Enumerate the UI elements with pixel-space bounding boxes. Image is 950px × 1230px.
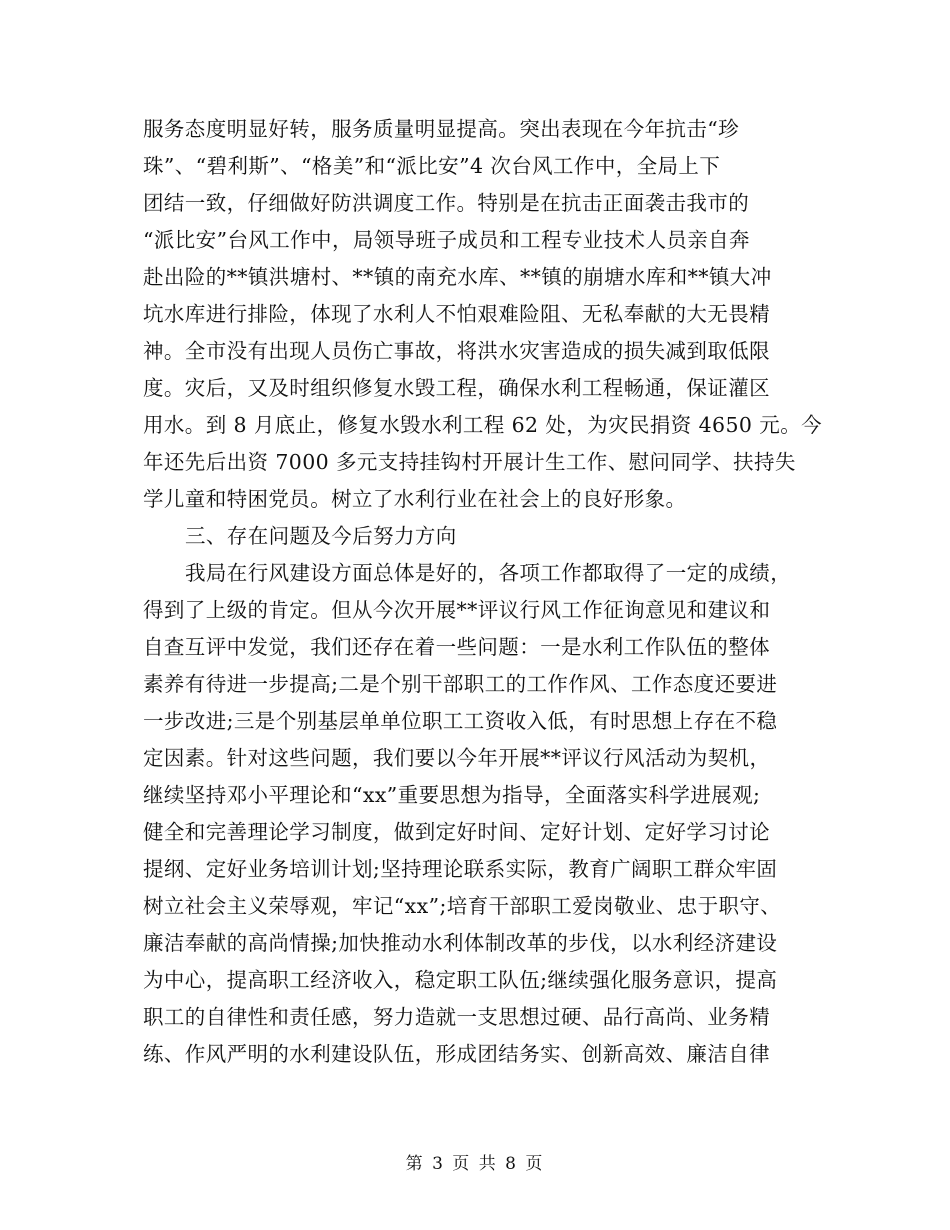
body-line: “派比安”台风工作中，局领导班子成员和工程专业技术人员亲自奔: [143, 228, 750, 252]
body-line: 我局在行风建设方面总体是好的，各项工作都取得了一定的成绩，: [185, 561, 792, 585]
body-line: 为中心，提高职工经济收入，稳定职工队伍;继续强化服务意识，提高: [143, 968, 778, 992]
body-line: 度。灾后，又及时组织修复水毁工程，确保水利工程畅通，保证灌区: [143, 376, 770, 400]
body-line: 定因素。针对这些问题，我们要以今年开展**评议行风活动为契机，: [143, 746, 771, 770]
body-line: 珠”、“碧利斯”、“格美”和“派比安”4 次台风工作中，全局上下: [143, 154, 721, 178]
body-line: 年还先后出资 7000 多元支持挂钩村开展计生工作、慰问同学、扶持失: [143, 450, 796, 474]
body-line: 提纲、定好业务培训计划;坚持理论联系实际，教育广阔职工群众牢固: [143, 857, 778, 881]
body-line: 健全和完善理论学习制度，做到定好时间、定好计划、定好学习讨论: [143, 820, 770, 844]
body-line: 坑水库进行排险，体现了水利人不怕艰难险阻、无私奉献的大无畏精: [143, 302, 770, 326]
body-line: 赴出险的**镇洪塘村、**镇的南充水库、**镇的崩塘水库和**镇大冲: [143, 265, 772, 289]
body-line: 一步改进;三是个别基层单单位职工工资收入低，有时思想上存在不稳: [143, 709, 778, 733]
body-line: 廉洁奉献的高尚情操;加快推动水利体制改革的步伐，以水利经济建设: [143, 931, 778, 955]
body-line: 素养有待进一步提高;二是个别干部职工的工作作风、工作态度还要进: [143, 672, 778, 696]
body-line: 神。全市没有出现人员伤亡事故，将洪水灾害造成的损失减到取低限: [143, 339, 770, 363]
body-line: 练、作风严明的水利建设队伍，形成团结务实、创新高效、廉洁自律: [143, 1042, 770, 1066]
body-line: 树立社会主义荣辱观，牢记“xx”;培育干部职工爱岗敬业、忠于职守、: [143, 894, 782, 918]
section-heading: 三、存在问题及今后努力方向: [185, 524, 457, 548]
body-line: 服务态度明显好转，服务质量明显提高。突出表现在今年抗击“珍: [143, 117, 740, 141]
body-line: 团结一致，仔细做好防洪调度工作。特别是在抗击正面袭击我市的: [143, 191, 750, 215]
body-line: 自查互评中发觉，我们还存在着一些问题：一是水利工作队伍的整体: [143, 635, 770, 659]
body-line: 用水。到 8 月底止，修复水毁水利工程 62 处，为灾民捐资 4650 元。今: [143, 413, 822, 437]
page-number-footer: 第 3 页 共 8 页: [405, 1154, 545, 1174]
body-line: 得到了上级的肯定。但从今次开展**评议行风工作征询意见和建议和: [143, 598, 771, 622]
body-line: 职工的自律性和责任感，努力造就一支思想过硬、品行高尚、业务精: [143, 1005, 770, 1029]
body-line: 学儿童和特困党员。树立了水利行业在社会上的良好形象。: [143, 487, 687, 511]
body-line: 继续坚持邓小平理论和“xx”重要思想为指导，全面落实科学进展观;: [143, 783, 761, 807]
